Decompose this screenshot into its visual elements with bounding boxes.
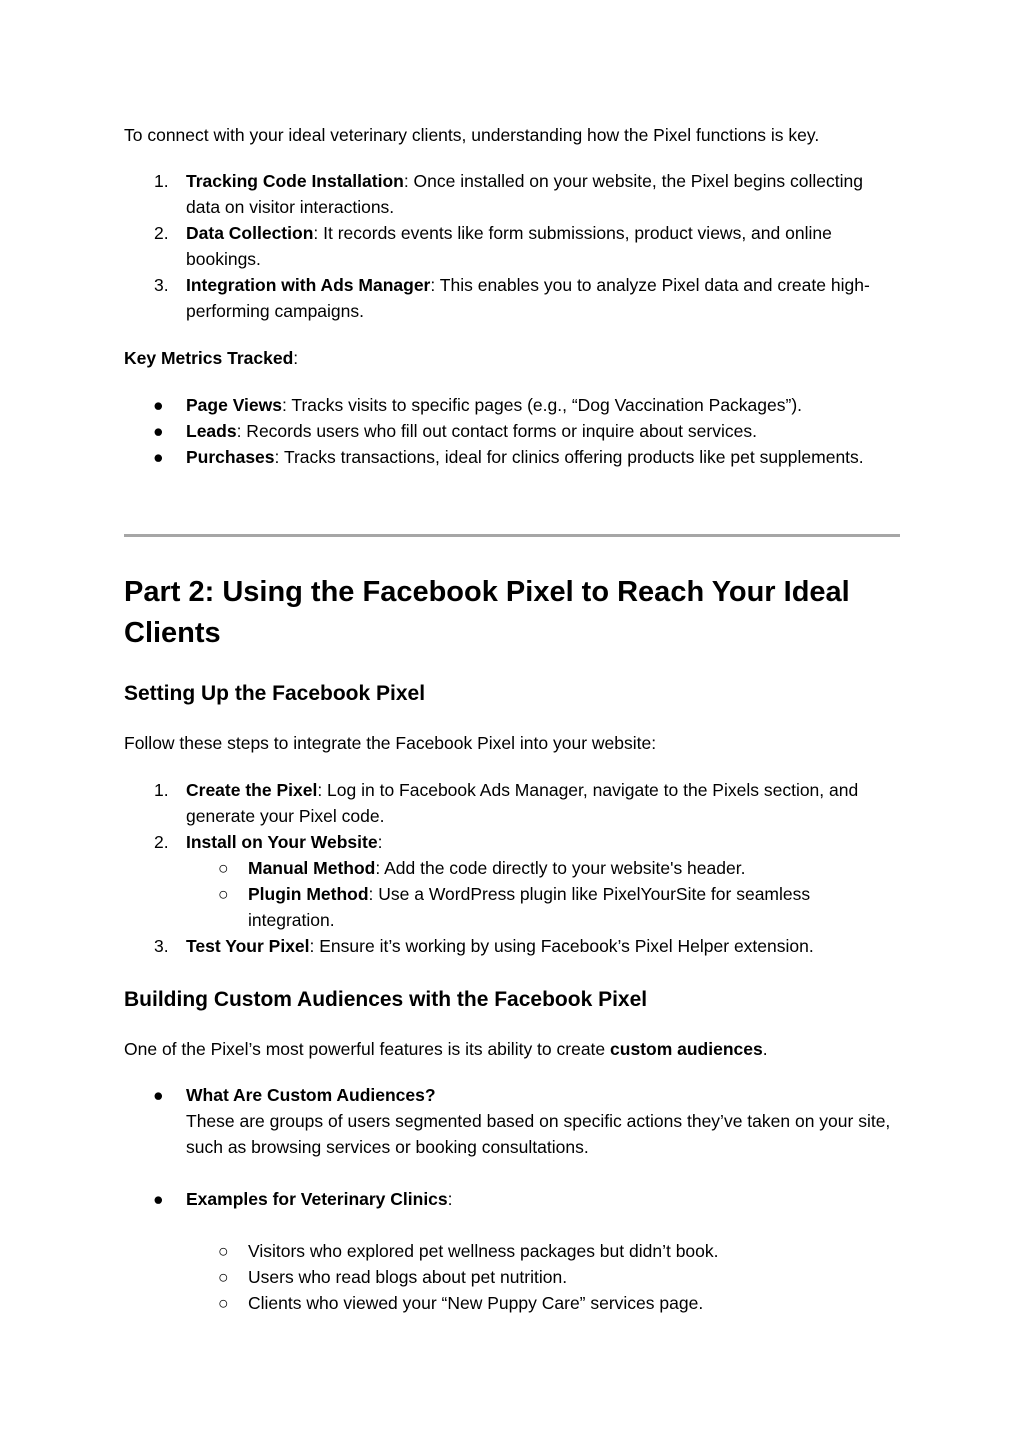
key-metrics-label <box>124 345 900 371</box>
item-text: These are groups of users segmented based on specific actions they’ve taken on your site, such as browsing services or booking consultations. <box>186 1111 891 1157</box>
intro-bold-term: custom audiences <box>610 1039 763 1059</box>
item-term: Create the Pixel <box>186 780 318 800</box>
list-number: 1. <box>154 780 169 800</box>
item-term: Tracking Code Installation <box>186 171 404 191</box>
item-text: Users who read blogs about pet nutrition. <box>248 1267 568 1287</box>
intro-end: . <box>762 1039 768 1059</box>
list-item <box>124 392 900 418</box>
sub-list-item <box>124 1238 900 1264</box>
item-text: : Use a WordPress plugin like PixelYourSite for seamless integration. <box>248 884 811 930</box>
setup-intro: Follow these steps to integrate the Facebook Pixel into your website: <box>124 733 657 753</box>
key-metrics-term: Key Metrics Tracked <box>124 348 294 368</box>
item-term: Examples for Veterinary Clinics <box>186 1189 448 1209</box>
item-text: : <box>377 832 383 852</box>
item-text: : Ensure it’s working by using Facebook’s Pixel Helper extension. <box>309 936 814 956</box>
item-term: Plugin Method <box>248 884 369 904</box>
circle-bullet-icon: ○ <box>218 1241 229 1261</box>
list-item <box>124 777 900 829</box>
item-text: : Tracks visits to specific pages (e.g., “Dog Vaccination Packages”). <box>282 395 803 415</box>
circle-bullet-icon: ○ <box>218 858 229 878</box>
horizontal-divider <box>124 534 900 537</box>
list-item <box>124 220 900 272</box>
example-items-list <box>124 1238 900 1316</box>
item-term: Manual Method <box>248 858 376 878</box>
sub-list-item <box>124 1264 900 1290</box>
list-item <box>124 418 900 444</box>
item-term: Purchases <box>186 447 275 467</box>
audiences-intro <box>124 1036 900 1062</box>
item-term: Leads <box>186 421 237 441</box>
intro-text: One of the Pixel’s most powerful features is its ability to create <box>124 1039 611 1059</box>
circle-bullet-icon: ○ <box>218 884 229 904</box>
key-metrics-colon: : <box>293 348 299 368</box>
item-term: Install on Your Website <box>186 832 378 852</box>
list-number: 2. <box>154 832 169 852</box>
setup-heading: Setting Up the Facebook Pixel <box>124 682 426 705</box>
list-item <box>124 168 900 220</box>
bullet-icon: ● <box>153 395 164 415</box>
list-number: 3. <box>154 275 169 295</box>
list-number: 1. <box>154 171 169 191</box>
item-text: Visitors who explored pet wellness packages but didn’t book. <box>248 1241 719 1261</box>
sub-list-item <box>124 881 900 933</box>
item-text: : This enables you to analyze Pixel data and create high-performing campaigns. <box>186 275 870 321</box>
part2-heading: Part 2: Using the Facebook Pixel to Reach Your Ideal Clients <box>124 576 850 649</box>
item-text: Clients who viewed your “New Puppy Care” services page. <box>248 1293 704 1313</box>
bullet-icon: ● <box>153 1085 164 1105</box>
list-item <box>124 272 900 324</box>
item-text: : Log in to Facebook Ads Manager, navigate to the Pixels section, and generate your Pixel code. <box>186 780 859 826</box>
setup-steps-list <box>124 777 900 959</box>
list-item <box>124 829 900 855</box>
item-text: : <box>447 1189 453 1209</box>
sub-list-item <box>124 1290 900 1316</box>
item-term: What Are Custom Audiences? <box>186 1085 436 1105</box>
item-text: : Add the code directly to your website's header. <box>375 858 746 878</box>
list-number: 3. <box>154 936 169 956</box>
examples-list <box>124 1186 900 1212</box>
circle-bullet-icon: ○ <box>218 1293 229 1313</box>
item-term: Integration with Ads Manager <box>186 275 431 295</box>
bullet-icon: ● <box>153 447 164 467</box>
bullet-icon: ● <box>153 1189 164 1209</box>
what-are-list <box>124 1082 900 1160</box>
metrics-list <box>124 392 900 470</box>
item-text: : It records events like form submissions, product views, and online bookings. <box>186 223 832 269</box>
item-term: Page Views <box>186 395 282 415</box>
list-item <box>124 1186 900 1212</box>
circle-bullet-icon: ○ <box>218 1267 229 1287</box>
bullet-icon: ● <box>153 421 164 441</box>
list-item <box>124 444 900 470</box>
pixel-steps-list <box>124 168 900 324</box>
item-term: Test Your Pixel <box>186 936 310 956</box>
audiences-heading: Building Custom Audiences with the Facebook Pixel <box>124 988 648 1011</box>
list-item <box>124 1082 900 1160</box>
list-item <box>124 933 900 959</box>
item-text: : Records users who fill out contact forms or inquire about services. <box>236 421 757 441</box>
item-text: : Tracks transactions, ideal for clinics offering products like pet supplements. <box>274 447 864 467</box>
intro-paragraph: To connect with your ideal veterinary clients, understanding how the Pixel functions is key. <box>124 125 820 145</box>
item-term: Data Collection <box>186 223 314 243</box>
sub-list-item <box>124 855 900 881</box>
item-text: : Once installed on your website, the Pixel begins collecting data on visitor interactions. <box>186 171 863 217</box>
list-number: 2. <box>154 223 169 243</box>
